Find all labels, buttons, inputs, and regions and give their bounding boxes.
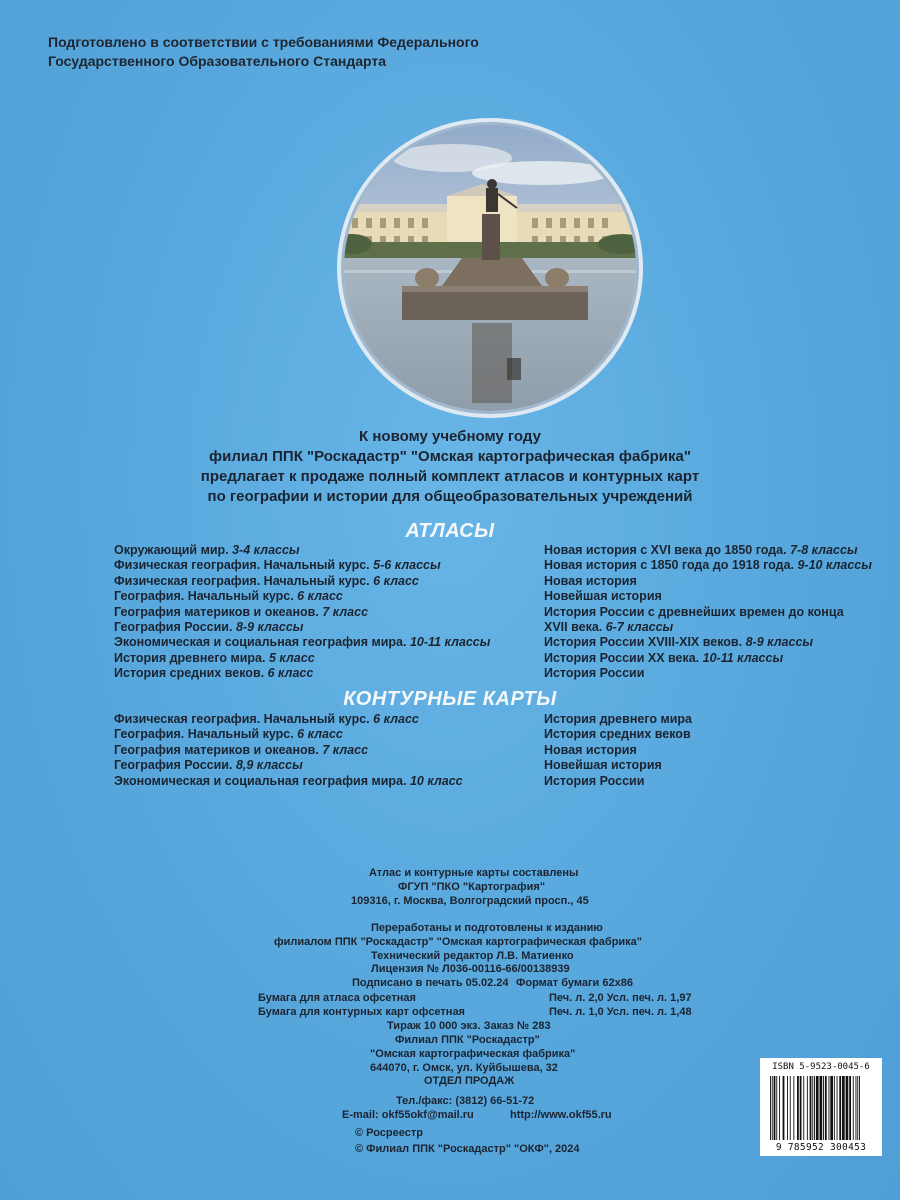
item-grade: 7 класс <box>322 742 369 757</box>
item-grade: 10-11 классы <box>409 635 491 650</box>
item-grade: 10-11 классы <box>702 650 784 665</box>
imprint-license: Лицензия № Л036-00116-66/00138939 <box>371 963 570 975</box>
isbn-label: ISBN 5-9523-0045-6 <box>772 1062 870 1072</box>
imprint-signed: Подписано в печать 05.02.24 <box>352 977 509 989</box>
item-grade: 7-8 классы <box>790 543 858 557</box>
item-grade: 6 класс <box>297 727 343 742</box>
item-title: Экономическая и социальная география мира. <box>114 635 407 650</box>
item-title: История средних веков. <box>114 666 265 681</box>
intro-line-3: предлагает к продаже полный комплект атласов и контурных карт <box>200 468 700 485</box>
item-title: Новейшая история <box>544 758 662 773</box>
imprint-paper-atlas: Бумага для атласа офсетная <box>258 992 416 1004</box>
item-title: История России с древнейших времен до конца <box>544 604 844 619</box>
imprint-website: http://www.okf55.ru <box>510 1109 612 1121</box>
imprint-sales: ОТДЕЛ ПРОДАЖ <box>424 1075 515 1087</box>
item-title: География России. <box>114 620 233 635</box>
item-title: Новая история <box>544 573 637 588</box>
standard-note-line-2: Государственного Образовательного Стандарта <box>48 53 387 69</box>
item-grade: 6 класс <box>373 573 419 588</box>
barcode-digits: 9 785952 300453 <box>775 1142 867 1153</box>
item-grade: 5 класс <box>268 650 315 665</box>
item-grade: 7 класс <box>322 604 369 619</box>
imprint-address: 644070, г. Омск, ул. Куйбышева, 32 <box>370 1062 558 1074</box>
item-grade: 6-7 классы <box>605 620 674 635</box>
isbn-barcode-block <box>760 1058 882 1156</box>
imprint-copyright-1: © Росреестр <box>355 1127 423 1139</box>
item-title: Экономическая и социальная география мира. <box>114 773 407 788</box>
item-title: История России XX века. <box>544 650 700 665</box>
item-grade: 6 класс <box>267 666 314 681</box>
item-title: История России <box>544 773 645 788</box>
imprint-compiled-2: ФГУП "ПКО "Картография" <box>398 881 546 893</box>
imprint-branch-2: "Омская картографическая фабрика" <box>370 1048 576 1060</box>
item-title: География. Начальный курс. <box>114 727 294 742</box>
item-grade: 6 класс <box>373 712 419 726</box>
item-title: История средних веков <box>544 727 691 742</box>
atlases-title: АТЛАСЫ <box>405 520 495 542</box>
imprint-phone: Тел./факс: (3812) 66-51-72 <box>396 1095 535 1107</box>
imprint-paper-atlas-sheets: Печ. л. 2,0 Усл. печ. л. 1,97 <box>549 992 692 1004</box>
item-title: Окружающий мир. <box>114 543 229 557</box>
imprint-copyright-2: © Филиал ППК "Роскадастр" "ОКФ", 2024 <box>355 1143 580 1155</box>
imprint-prepared-2: филиалом ППК "Роскадастр" "Омская картографическая фабрика" <box>274 936 643 948</box>
imprint-format: Формат бумаги 62x86 <box>516 977 633 989</box>
intro-line-2: филиал ППК "Роскадастр" "Омская картографическая фабрика" <box>209 448 691 465</box>
item-grade: 9-10 классы <box>797 558 872 573</box>
item-title: Новая история <box>544 742 637 757</box>
barcode <box>768 1076 874 1140</box>
imprint-paper-contour-sheets: Печ. л. 1,0 Усл. печ. л. 1,48 <box>549 1006 692 1018</box>
imprint-compiled-1: Атлас и контурные карты составлены <box>369 867 579 879</box>
item-title: География материков и океанов. <box>114 742 319 757</box>
item-title: История древнего мира <box>544 712 692 726</box>
intro-line-1: К новому учебному году <box>359 428 541 445</box>
imprint-paper-contour: Бумага для контурных карт офсетная <box>258 1006 465 1018</box>
imprint-run: Тираж 10 000 экз. Заказ № 283 <box>387 1020 551 1032</box>
imprint-editor: Технический редактор Л.В. Матиенко <box>371 950 574 962</box>
item-title: География России. <box>114 758 233 773</box>
imprint-compiled-3: 109316, г. Москва, Волгоградский просп., 45 <box>351 895 589 907</box>
item-title: Физическая география. Начальный курс. <box>114 558 370 573</box>
item-title: География. Начальный курс. <box>114 589 294 604</box>
item-grade: 6 класс <box>297 589 343 604</box>
item-title: Физическая география. Начальный курс. <box>114 573 370 588</box>
imprint-email: E-mail: okf55okf@mail.ru <box>342 1109 474 1121</box>
imprint-prepared-1: Переработаны и подготовлены к изданию <box>371 922 603 934</box>
item-title: Физическая география. Начальный курс. <box>114 712 370 726</box>
imprint-branch-1: Филиал ППК "Роскадастр" <box>395 1034 540 1046</box>
item-title: История древнего мира. <box>114 650 266 665</box>
item-title: История России XVIII-XIX веков. <box>544 635 743 650</box>
item-grade: 8-9 классы <box>235 620 304 635</box>
item-grade: 10 класс <box>409 773 463 788</box>
item-grade: 3-4 классы <box>232 543 300 557</box>
standard-note-line-1: Подготовлено в соответствии с требованиями Федерального <box>48 34 479 50</box>
item-grade: 8,9 классы <box>235 758 303 773</box>
item-title: География материков и океанов. <box>114 604 319 619</box>
item-grade: 8-9 классы <box>745 635 814 650</box>
intro-line-4: по географии и истории для общеобразовательных учреждений <box>207 488 693 505</box>
item-title: XVII века. <box>544 620 603 635</box>
item-title: История России <box>544 666 645 681</box>
item-title: Новая история с XVI века до 1850 года. <box>544 543 787 557</box>
item-title: Новая история с 1850 года до 1918 года. <box>544 558 794 573</box>
item-title: Новейшая история <box>544 589 662 604</box>
item-grade: 5-6 классы <box>373 558 441 573</box>
contour-maps-title: КОНТУРНЫЕ КАРТЫ <box>343 688 557 710</box>
